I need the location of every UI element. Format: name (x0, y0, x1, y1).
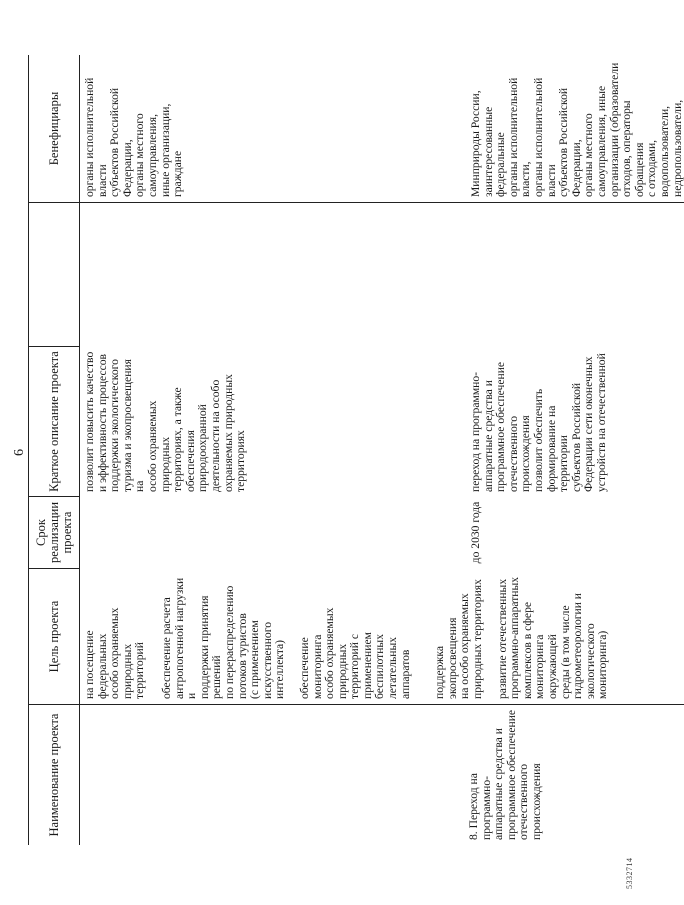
goal-item: на посещение федеральных особо охраняемых природных территорий (83, 607, 147, 699)
project-8-beneficiaries: Минприроды России, заинтересованные федеральные органы исполнительной власти, органы исполнительной власти субъектов Российской Федерации, органы местного самоуправления, иные организации (образователи отходов, операторы обращения с отходами, водопользователи, недропользователи, (469, 62, 684, 197)
project-8-goal: развитие отечественных программно-аппаратных комплексов в сфере мониторинга окружающей среды (в том числе гидрометеорологии и экологического мониторинга) (495, 576, 610, 699)
page-number: 6 (12, 449, 27, 456)
goal-item: обеспечение мониторинга особо охраняемых природных территорий с применением беспилотных летательных аппаратов (297, 607, 412, 699)
header-project-description: Краткое описание проекта (29, 347, 79, 497)
col-project-description (80, 347, 684, 497)
col-blank (80, 203, 684, 347)
continued-project-name (84, 709, 468, 840)
continued-beneficiaries: органы исполнительной власти субъектов Российской Федерации, органы местного самоуправления, иные организации, граждане (83, 77, 185, 197)
continued-project-description: позволит повысить качество и эффективность процессов поддержки экологического туризма и экопросвещения на особо охраняемых природных территориях, а также обеспечения природоохранной деятельности на особо охраняемых природных территориях (83, 351, 248, 492)
goal-item: обеспечение расчета антропогенной нагрузки и поддержки принятия решений по перераспределению потоков туристов (с применением искусственного интеллекта) (159, 577, 287, 699)
table-body (80, 55, 684, 845)
continued-project-term (84, 501, 470, 564)
header-project-term: Срок реализации проекта (29, 497, 79, 569)
header-project-goal: Цель проекта (29, 569, 79, 705)
col-beneficiaries (80, 55, 684, 203)
col-project-term (80, 497, 684, 569)
col-project-goal (80, 569, 684, 705)
projects-table (28, 55, 684, 845)
project-8-description: переход на программно- аппаратные средства и программное обеспечение отечественного происхождения позволит обеспечить формирование на территории субъектов Российской Федерации сети оконечных устройств на отечественной (469, 353, 608, 492)
header-project-description-cont (29, 203, 79, 347)
document-code: 5332714 (625, 857, 634, 889)
table-header (28, 55, 80, 845)
project-8-name: 8. Переход на программно- аппаратные средства и программное обеспечение отечественного происхождения (467, 709, 543, 840)
col-project-name (80, 705, 684, 845)
header-project-name: Наименование проекта (46, 713, 61, 837)
project-8-term: до 2030 года (469, 501, 482, 564)
header-beneficiaries: Бенефициары (29, 55, 79, 203)
goal-item: поддержка экопросвещения на особо охраняемых природных территориях (433, 579, 485, 699)
